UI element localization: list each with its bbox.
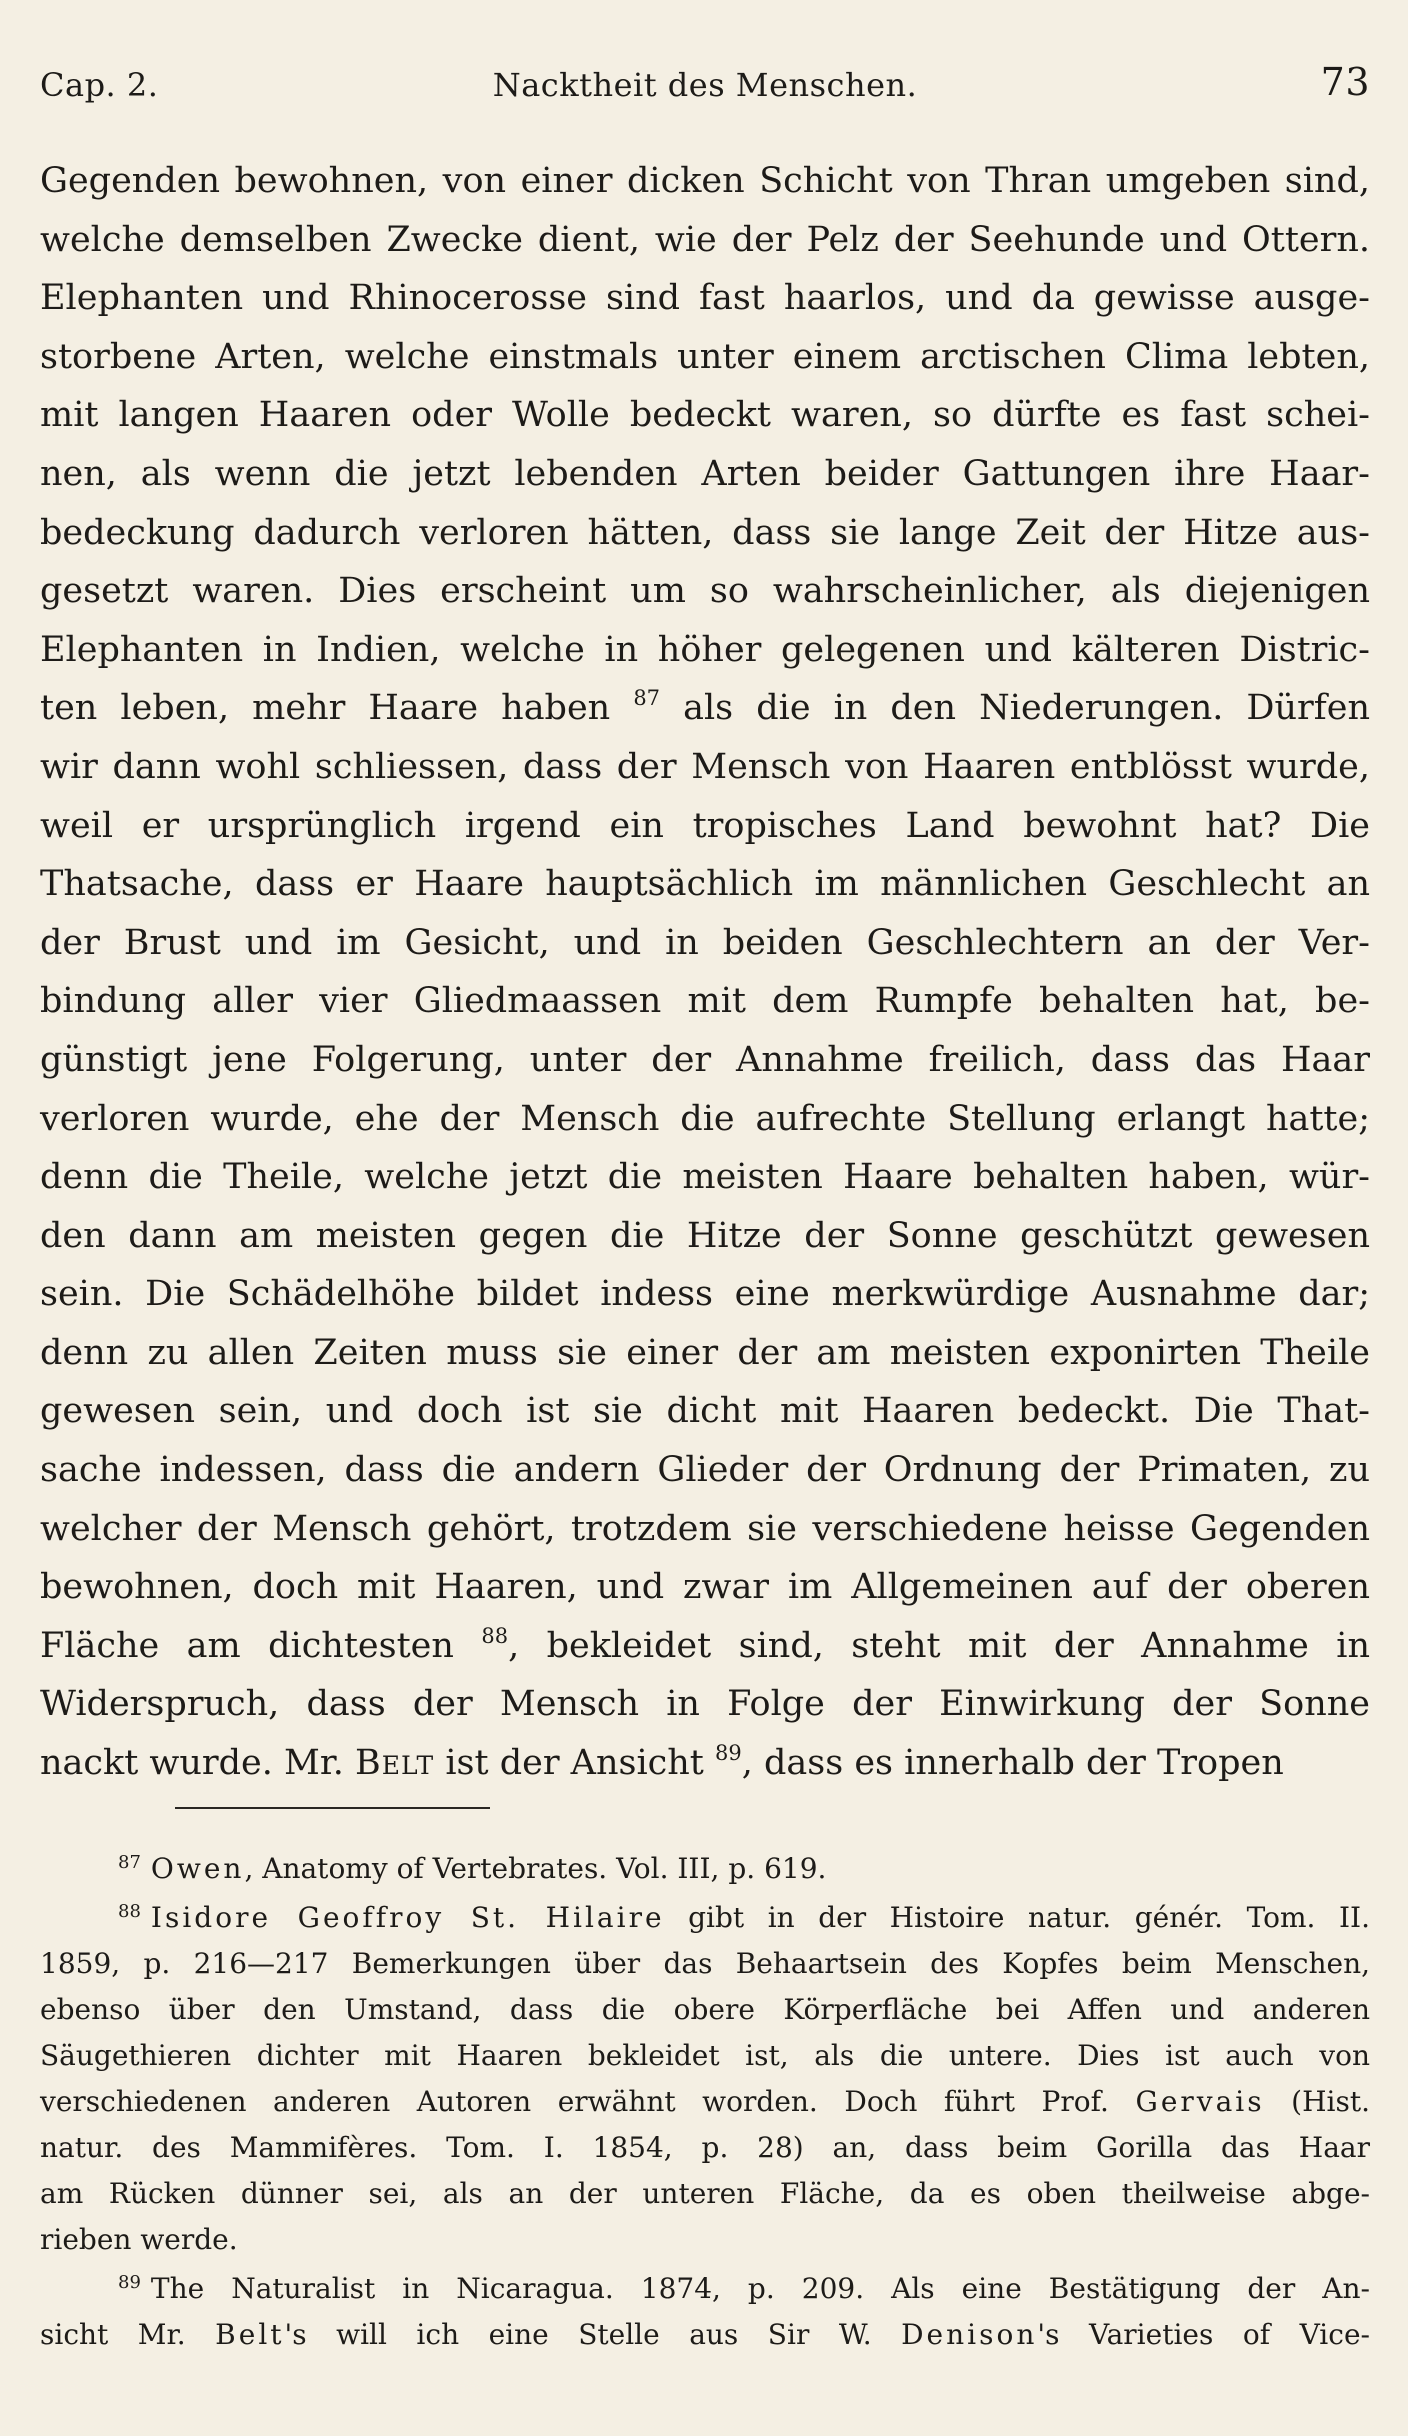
text-line: sein. Die Schädelhöhe bildet indess eine merkwürdige Ausnahme dar; [40,1274,1370,1315]
text-line: nen, als wenn die jetzt lebenden Arten beider Gattungen ihre Haar- [40,453,1370,494]
page-number: 73 [1320,60,1370,104]
book-page [40,0,1370,2436]
text-fragment: nackt wurde. Mr. [40,1743,344,1784]
text-line: welcher der Mensch gehört, trotzdem sie verschiedene heisse Gegenden [40,1508,1370,1549]
footnote-marker: 88 [118,1901,141,1922]
footnote-ref-89[interactable]: 89 [715,1741,742,1766]
text-line: bindung aller vier Gliedmaassen mit dem Rumpfe behalten hat, be- [40,981,1370,1022]
footnote-ref-88[interactable]: 88 [481,1623,509,1648]
chapter-label: Cap. 2. [40,66,159,104]
text-line: günstigt jene Folgerung, unter der Annahme freilich, dass das Haar [40,1039,1370,1080]
footnote-line [40,2079,1370,2125]
text-line: bewohnen, doch mit Haaren, und zwar im Allgemeinen auf der oberen [40,1567,1370,1608]
text-line [40,1617,1370,1676]
text-line: verloren wurde, ehe der Mensch die aufrechte Stellung erlangt hatte; [40,1098,1370,1139]
text-line: gewesen sein, und doch ist sie dicht mit Haaren bedeckt. Die That- [40,1391,1370,1432]
text-line: Thatsache, dass er Haare hauptsächlich im männlichen Geschlecht an [40,864,1370,905]
text-fragment: Fläche am dichtesten [40,1625,454,1666]
author-name: Gervais [1135,2085,1265,2118]
footnotes [40,1846,1370,2358]
footnote-line: am Rücken dünner sei, als an der unteren Fläche, da es oben theilweise abge- [40,2177,1370,2210]
footnote-line: 1859, p. 216—217 Bemerkungen über das Behaartsein des Kopfes beim Menschen, [40,1947,1370,1980]
text-line: mit langen Haaren oder Wolle bedeckt waren, so dürfte es fast schei- [40,395,1370,436]
author-name: Owen [150,1852,245,1885]
text-fragment: , dass es innerhalb der Tropen [741,1743,1284,1784]
footnote-line [40,2312,1370,2358]
footnote-ref-87[interactable]: 87 [633,686,661,711]
text-line: Gegenden bewohnen, von einer dicken Schicht von Thran umgeben sind, [40,161,1370,201]
text-line: weil er ursprünglich irgend ein tropisches Land bewohnt hat? Die [40,805,1370,846]
text-line: Widerspruch, dass der Mensch in Folge der Einwirkung der Sonne [40,1684,1370,1725]
footnote-line: ebenso über den Umstand, dass die obere Körperfläche bei Affen und anderen [40,1993,1370,2026]
text-fragment: gibt in der Histoire natur. génér. Tom. II. [688,1901,1370,1934]
text-fragment: 's will ich eine Stelle aus Sir W. [284,2318,872,2351]
text-line: sache indessen, dass die andern Glieder der Ordnung der Primaten, zu [40,1450,1370,1491]
footnote-line: rieben werde. [40,2223,238,2256]
footnote-separator [175,1807,490,1809]
text-line: Elephanten in Indien, welche in höher gelegenen und kälteren Distric- [40,629,1370,670]
running-title: Nacktheit des Menschen. [492,66,918,104]
text-line [40,1734,1370,1793]
footnote-line: Säugethieren dichter mit Haaren bekleidet ist, als die untere. Dies ist auch von [40,2039,1370,2072]
footnote-88 [40,1895,1370,1941]
text-fragment: The Naturalist in Nicaragua. 1874, p. 209. Als eine Bestätigung der An- [150,2272,1370,2305]
text-fragment: 's Varieties of Vice- [1037,2318,1370,2351]
text-fragment: ten leben, mehr Haare haben [40,688,611,729]
text-fragment: (Hist. [1291,2085,1370,2118]
text-line: bedeckung dadurch verloren hätten, dass sie lange Zeit der Hitze aus- [40,512,1370,553]
text-fragment: sicht Mr. [40,2318,186,2351]
text-line: der Brust und im Gesicht, und in beiden Geschlechtern an der Ver- [40,922,1370,963]
text-fragment: ist der Ansicht [445,1743,704,1784]
text-line: denn die Theile, welche jetzt die meisten Haare behalten haben, wür- [40,1157,1370,1198]
text-line: Elephanten und Rhinocerosse sind fast haarlos, und da gewisse ausge- [40,278,1370,319]
text-line: wir dann wohl schliessen, dass der Mensch von Haaren entblösst wurde, [40,746,1370,787]
footnote-89 [40,2266,1370,2312]
author-name: Belt [355,1743,435,1784]
author-name: Denison [901,2318,1038,2351]
text-line: gesetzt waren. Dies erscheint um so wahrscheinlicher, als diejenigen [40,571,1370,612]
text-line [40,679,1370,738]
footnote-87 [40,1846,1370,1892]
text-line: denn zu allen Zeiten muss sie einer der am meisten exponirten Theile [40,1332,1370,1373]
running-header [40,60,1370,110]
text-fragment: , Anatomy of Vertebrates. Vol. III, p. 619. [244,1852,827,1885]
text-fragment: verschiedenen anderen Autoren erwähnt worden. Doch führt Prof. [40,2085,1109,2118]
author-name: Belt [215,2318,285,2351]
text-line: storbene Arten, welche einstmals unter einem arctischen Clima lebten, [40,336,1370,377]
main-text [40,152,1370,1793]
text-line: den dann am meisten gegen die Hitze der Sonne geschützt gewesen [40,1215,1370,1256]
text-fragment: als die in den Niederungen. Dürfen [683,688,1370,729]
footnote-marker: 89 [118,2272,141,2293]
footnote-marker: 87 [118,1852,141,1873]
author-name: Isidore Geoffroy St. Hilaire [150,1901,665,1934]
text-line: welche demselben Zwecke dient, wie der Pelz der Seehunde und Ottern. [40,219,1370,260]
text-fragment: , bekleidet sind, steht mit der Annahme in [508,1625,1370,1666]
footnote-line: natur. des Mammifères. Tom. I. 1854, p. 28) an, dass beim Gorilla das Haar [40,2131,1370,2164]
